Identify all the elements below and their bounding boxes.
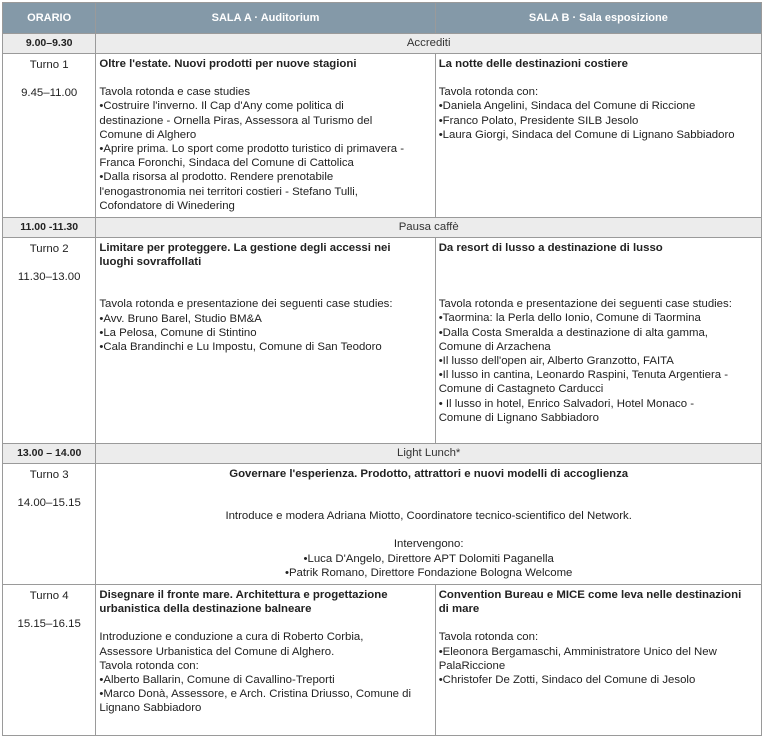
break-row-pausa (3, 218, 762, 238)
turno-2-row (3, 238, 762, 444)
header-row (3, 3, 762, 34)
session-line: •Marco Donà, Assessore, e Arch. Cristina Driusso, Comune di (99, 688, 412, 701)
session-line: •Alberto Ballarin, Comune di Cavallino-Treporti (99, 674, 335, 687)
session-line: •Costruire l'inverno. Il Cap d'Any come politica di (99, 100, 344, 113)
turno-hours: 11.30–13.00 (17, 271, 81, 284)
session-line: •Aprire prima. Lo sport come prodotto turistico di primavera - (99, 143, 405, 156)
session-line: l'enogastronomia nei territori costieri - Stefano Tulli, (99, 185, 358, 198)
session-intervengono: Intervengono: (393, 538, 464, 551)
session-title: Disegnare il fronte mare. Architettura e progettazione (99, 589, 388, 601)
session-title: La notte delle destinazioni costiere (438, 58, 628, 70)
turno-label: Turno 1 (29, 59, 69, 71)
turno-4-time-cell (3, 585, 96, 736)
session-line: •Avv. Bruno Barel, Studio BM&A (99, 312, 262, 325)
session-line: •Christofer De Zotti, Sindaco del Comune di Jesolo (438, 674, 696, 687)
session-line: •La Pelosa, Comune di Stintino (99, 326, 257, 339)
session-title: di mare (438, 603, 480, 616)
session-line: Tavola rotonda e presentazione dei seguenti case studies: (438, 298, 732, 311)
session-line: Cofondatore di Winedering (99, 199, 235, 212)
break-time: 9.00–9.30 (3, 34, 96, 54)
break-row-lunch (3, 444, 762, 464)
session-line: •Taormina: la Perla dello Ionio, Comune di Taormina (438, 312, 701, 325)
session-a (96, 585, 435, 736)
break-row-accrediti (3, 34, 762, 54)
session-line: PalaRiccione (438, 659, 506, 672)
session-line: •Dalla Costa Smeralda a destinazione di alta gamma, (438, 326, 708, 339)
session-title: Convention Bureau e MICE come leva nelle destinazioni (438, 589, 742, 601)
session-title: Limitare per proteggere. La gestione degli accessi nei (99, 242, 391, 254)
session-line: Comune di Lignano Sabbiadoro (438, 411, 599, 424)
session-speaker: •Luca D'Angelo, Direttore APT Dolomiti Paganella (303, 552, 554, 565)
session-line: destinazione - Ornella Piras, Assessora al Turismo del (99, 114, 373, 127)
session-plenary (96, 464, 762, 585)
session-line: Tavola rotonda con: (99, 659, 199, 672)
session-title: urbanistica della destinazione balneare (99, 603, 312, 616)
break-time: 13.00 – 14.00 (3, 444, 96, 464)
session-line: Tavola rotonda con: (438, 631, 539, 644)
session-line: •Eleonora Bergamaschi, Amministratore Unico del New (438, 645, 717, 658)
session-line: Assessore Urbanistica del Comune di Alghero. (99, 645, 335, 658)
session-line: •Il lusso dell'open air, Alberto Granzotto, FAITA (438, 355, 674, 368)
session-b (435, 238, 761, 444)
session-title: Oltre l'estate. Nuovi prodotti per nuove stagioni (99, 58, 357, 70)
session-title: Da resort di lusso a destinazione di lusso (438, 242, 663, 254)
header-sala-a: SALA A · Auditorium (96, 3, 435, 34)
session-title: Governare l'esperienza. Prodotto, attrattori e nuovi modelli di accoglienza (229, 468, 629, 480)
break-time: 11.00 -11.30 (3, 218, 96, 238)
turno-label: Turno 4 (29, 590, 69, 602)
header-sala-b: SALA B · Sala esposizione (435, 3, 761, 34)
break-label: Light Lunch* (96, 444, 762, 464)
session-line: Tavola rotonda e case studies (99, 86, 251, 99)
session-speaker: •Patrik Romano, Direttore Fondazione Bologna Welcome (284, 566, 573, 579)
turno-4-row (3, 585, 762, 736)
session-b (435, 54, 761, 218)
turno-3-time-cell (3, 464, 96, 585)
session-line: Lignano Sabbiadoro (99, 702, 202, 715)
turno-1-row (3, 54, 762, 218)
header-orario: ORARIO (3, 3, 96, 34)
session-a (96, 54, 435, 218)
session-line: •Il lusso in cantina, Leonardo Raspini, Tenuta Argentiera - (438, 369, 729, 382)
turno-label: Turno 2 (29, 243, 69, 255)
session-line: Tavola rotonda con: (438, 86, 539, 99)
session-line: Comune di Castagneto Carducci (438, 383, 604, 396)
session-moderator: Introduce e modera Adriana Miotto, Coordinatore tecnico-scientifico del Network. (225, 510, 632, 523)
session-line: Tavola rotonda e presentazione dei seguenti case studies: (99, 298, 393, 311)
session-line: •Franco Polato, Presidente SILB Jesolo (438, 114, 639, 127)
turno-2-time-cell (3, 238, 96, 444)
session-title: luoghi sovraffollati (99, 256, 202, 269)
schedule-table (2, 2, 762, 736)
session-b (435, 585, 761, 736)
turno-hours: 15.15–16.15 (17, 618, 81, 631)
turno-1-time-cell (3, 54, 96, 218)
turno-label: Turno 3 (29, 469, 69, 481)
turno-hours: 9.45–11.00 (21, 87, 78, 100)
turno-3-row (3, 464, 762, 585)
session-line: Comune di Arzachena (438, 340, 551, 353)
session-line: • Il lusso in hotel, Enrico Salvadori, Hotel Monaco - (438, 397, 695, 410)
session-line: •Cala Brandinchi e Lu Impostu, Comune di San Teodoro (99, 341, 382, 354)
session-line: •Laura Giorgi, Sindaca del Comune di Lignano Sabbiadoro (438, 128, 735, 141)
session-line: Comune di Alghero (99, 128, 197, 141)
session-line: Introduzione e conduzione a cura di Roberto Corbia, (99, 631, 364, 644)
session-line: Franca Foronchi, Sindaca del Comune di Cattolica (99, 157, 354, 170)
session-line: •Daniela Angelini, Sindaca del Comune di Riccione (438, 100, 696, 113)
session-line: •Dalla risorsa al prodotto. Rendere prenotabile (99, 171, 334, 184)
turno-hours: 14.00–15.15 (17, 497, 81, 510)
session-a (96, 238, 435, 444)
break-label: Pausa caffè (96, 218, 762, 238)
break-label: Accrediti (96, 34, 762, 54)
